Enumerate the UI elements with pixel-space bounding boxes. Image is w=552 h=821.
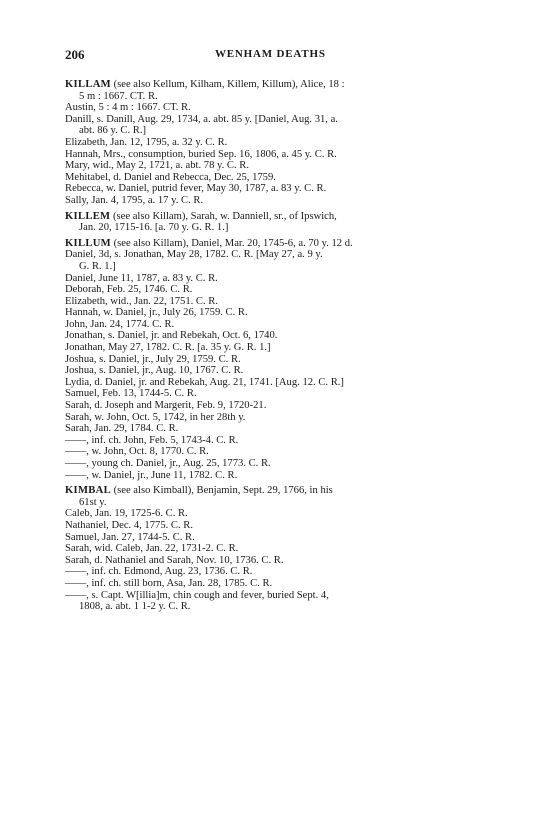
record-text: ——, w. Daniel, jr., June 11, 1782. C. R. — [65, 469, 238, 481]
record-text: Samuel, Feb. 13, 1744-5. C. R. — [65, 388, 197, 400]
record-text: ——, s. Capt. W[illia]m, chin cough and fever, buried Sept. 4, — [65, 589, 329, 601]
record-text: G. R. 1.] — [79, 260, 116, 272]
death-record — [65, 578, 485, 590]
record-text: (see also Killam), Daniel, Mar. 20, 1745-6, a. 70 y. 12 d. — [110, 237, 353, 249]
death-record — [65, 342, 485, 354]
record-text: John, Jan. 24, 1774. C. R. — [65, 318, 175, 330]
death-record — [65, 555, 485, 567]
record-text: Daniel, 3d, s. Jonathan, May 28, 1782. C. R. [May 27, a. 9 y. — [65, 249, 323, 261]
death-record — [65, 114, 485, 137]
record-text: Caleb, Jan. 19, 1725-6. C. R. — [65, 508, 188, 520]
record-text: Elizabeth, wid., Jan. 22, 1751. C. R. — [65, 295, 219, 307]
record-text: Elizabeth, Jan. 12, 1795, a. 32 y. C. R. — [65, 136, 228, 148]
record-text: ——, inf. ch. Edmond, Aug. 23, 1736. C. R. — [65, 566, 253, 578]
record-text: Nathaniel, Dec. 4, 1775. C. R. — [65, 519, 193, 531]
death-record — [65, 195, 485, 207]
record-text: Hannah, w. Daniel, jr., July 26, 1759. C. R. — [65, 307, 248, 319]
record-text: Mehitabel, d. Daniel and Rebecca, Dec. 25, 1759. — [65, 171, 276, 183]
surname-group-head — [65, 79, 485, 102]
surname-group-head — [65, 485, 485, 508]
record-text: (see also Kimball), Benjamin, Sept. 29, 1766, in his — [110, 485, 333, 497]
record-text: ——, inf. ch. still born, Asa, Jan. 28, 1785. C. R. — [65, 577, 273, 589]
record-text: abt. 86 y. C. R.] — [79, 125, 146, 137]
death-record — [65, 377, 485, 389]
death-record — [65, 590, 485, 613]
record-text: Sally, Jan. 4, 1795, a. 17 y. C. R. — [65, 194, 204, 206]
death-record — [65, 137, 485, 149]
page-header — [65, 47, 485, 63]
death-record — [65, 365, 485, 377]
death-record — [65, 296, 485, 308]
death-record — [65, 520, 485, 532]
record-text: Jonathan, s. Daniel, jr. and Rebekah, Oct. 6, 1740. — [65, 330, 278, 342]
death-record — [65, 532, 485, 544]
death-record — [65, 284, 485, 296]
surname: KILLAM — [65, 79, 111, 90]
record-text: Danill, s. Danill, Aug. 29, 1734, a. abt. 85 y. [Daniel, Aug. 31, a. — [65, 113, 338, 125]
death-record — [65, 388, 485, 400]
death-record — [65, 319, 485, 331]
record-text: Sarah, d. Nathaniel and Sarah, Nov. 10, 1736. C. R. — [65, 554, 284, 566]
record-text: Joshua, s. Daniel, jr., Aug. 10, 1767. C. R. — [65, 365, 244, 377]
death-record — [65, 307, 485, 319]
death-record — [65, 354, 485, 366]
death-record — [65, 446, 485, 458]
surname: KILLUM — [65, 237, 111, 249]
record-text: Jonathan, May 27, 1782. C. R. [a. 35 y. G. R. 1.] — [65, 342, 271, 354]
death-record — [65, 183, 485, 195]
record-text: Austin, 5 : 4 m : 1667. CT. R. — [65, 102, 191, 114]
death-record — [65, 149, 485, 161]
death-record — [65, 543, 485, 555]
death-record — [65, 423, 485, 435]
record-text: 61st y. — [79, 496, 107, 508]
record-text: Deborah, Feb. 25, 1746. C. R. — [65, 284, 193, 296]
record-text: Samuel, Jan. 27, 1744-5. C. R. — [65, 531, 195, 543]
record-text: Hannah, Mrs., consumption, buried Sep. 16, 1806, a. 45 y. C. R. — [65, 148, 337, 160]
record-text: Sarah, d. Joseph and Margerit, Feb. 9, 1720-21. — [65, 400, 267, 412]
record-text: Jan. 20, 1715-16. [a. 70 y. G. R. 1.] — [79, 222, 229, 234]
death-record — [65, 458, 485, 470]
record-text: ——, w. John, Oct. 8, 1770. C. R. — [65, 446, 209, 458]
surname: KILLEM — [65, 210, 111, 222]
page-number: 206 — [65, 47, 85, 62]
record-text: (see also Killam), Sarah, w. Danniell, sr., of Ipswich, — [110, 210, 337, 222]
record-text: Lydia, d. Daniel, jr. and Rebekah, Aug. 21, 1741. [Aug. 12. C. R.] — [65, 376, 344, 388]
record-text: Sarah, wid. Caleb, Jan. 22, 1731-2. C. R. — [65, 543, 239, 555]
surname: KIMBAL — [65, 485, 111, 497]
record-text: (see also Kellum, Kilham, Killem, Killum), Alice, 18 : — [110, 79, 345, 90]
record-text: 1808, a. abt. 1 1-2 y. C. R. — [79, 601, 191, 613]
surname-group-head — [65, 238, 485, 250]
surname-group-head — [65, 211, 485, 234]
record-text: ——, inf. ch. John, Feb. 5, 1743-4. C. R. — [65, 434, 239, 446]
death-record — [65, 273, 485, 285]
death-record — [65, 172, 485, 184]
death-record — [65, 470, 485, 482]
death-record — [65, 435, 485, 447]
death-record — [65, 330, 485, 342]
record-text: Rebecca, w. Daniel, putrid fever, May 30, 1787, a. 83 y. C. R. — [65, 183, 327, 195]
running-head: WENHAM DEATHS — [215, 48, 326, 60]
death-record — [65, 412, 485, 424]
death-record — [65, 102, 485, 114]
death-record — [65, 160, 485, 172]
death-record — [65, 249, 485, 272]
record-text: Joshua, s. Daniel, jr., July 29, 1759. C. R. — [65, 353, 241, 365]
record-text: ——, young ch. Daniel, jr., Aug. 25, 1773. C. R. — [65, 458, 271, 469]
record-text: Sarah, w. John, Oct. 5, 1742, in her 28th y. — [65, 411, 246, 423]
record-text: Daniel, June 11, 1787, a. 83 y. C. R. — [65, 272, 218, 284]
record-text: Mary, wid., May 2, 1721, a. abt. 78 y. C. R. — [65, 160, 249, 172]
death-record — [65, 400, 485, 412]
record-text: 5 m : 1667. CT. R. — [79, 90, 158, 102]
death-record — [65, 566, 485, 578]
record-text: Sarah, Jan. 29, 1784. C. R. — [65, 423, 179, 435]
death-records — [65, 79, 485, 613]
death-record — [65, 508, 485, 520]
